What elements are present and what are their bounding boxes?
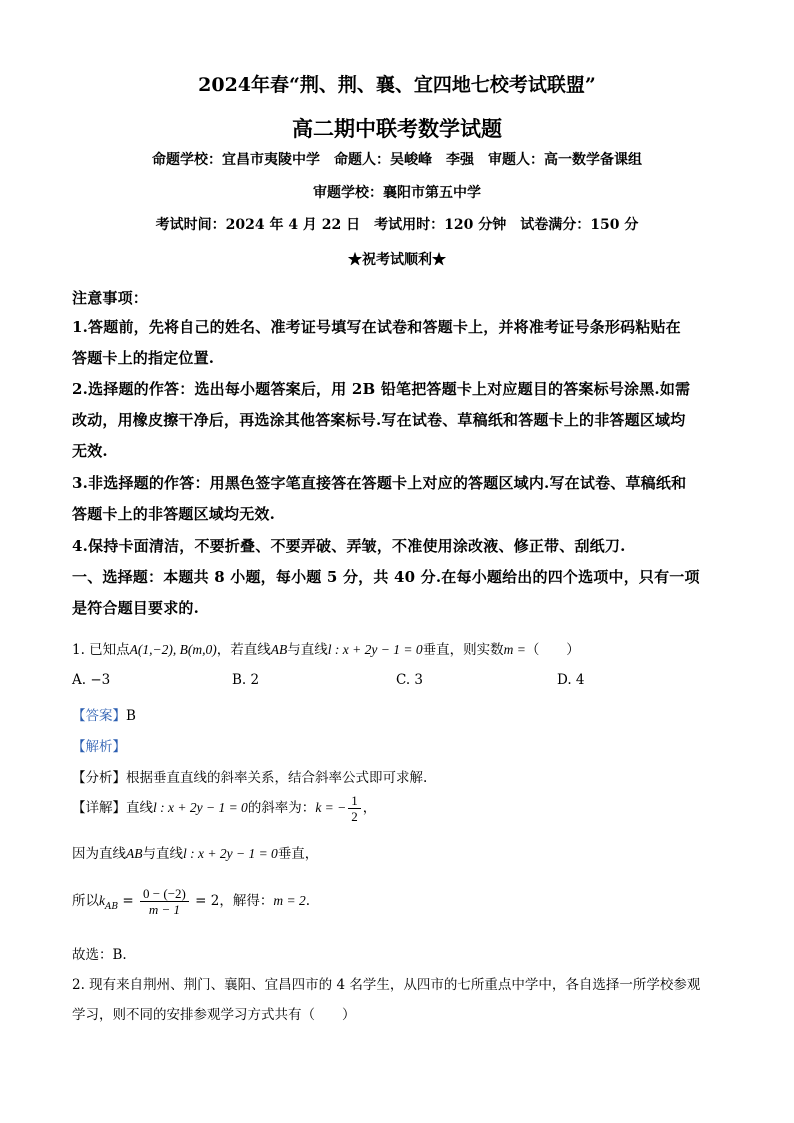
exam-title-line1: 2024年春“荆、荆、襄、宜四地七校考试联盟” [198, 74, 596, 96]
q1-option-b: B. 2 [232, 672, 260, 688]
q1-so: 所以$k_{AB}$ = $\frac{0 - (-2)}{m - 1}$ = 2，解得：m = 2. [72, 886, 310, 917]
section1-line2: 是符合题目要求的. [72, 599, 200, 617]
question-2-stem-line2: 学习，则不同的安排参观学习方式共有（ ） [72, 1007, 356, 1023]
exam-info-setter: 命题学校：宜昌市夷陵中学 命题人：吴峻峰 李强 审题人：高一数学备课组 [152, 152, 642, 168]
notes-heading: 注意事项： [72, 289, 149, 307]
note-4: 4.保持卡面清洁，不要折叠、不要弄破、弄皱，不准使用涂改液、修正带、刮纸刀. [72, 537, 626, 555]
q1-conclusion: 故选：B. [72, 947, 127, 963]
q1-detail: 【详解】直线l : x + 2y − 1 = 0的斜率为：k = − $\frac{1}{2}$ ， [72, 793, 377, 824]
exam-info-time: 考试时间：2024 年 4 月 22 日 考试用时：120 分钟 试卷满分：150 分 [155, 217, 639, 233]
note-2-line2: 改动，用橡皮擦干净后，再选涂其他答案标号.写在试卷、草稿纸和答题卡上的非答题区域均 [72, 411, 686, 429]
q1-fenxi: 【分析】根据垂直直线的斜率关系，结合斜率公式即可求解. [72, 770, 428, 786]
q1-analysis-heading [72, 735, 732, 755]
section1-line1: 一、选择题：本题共 8 小题，每小题 5 分，共 40 分.在每小题给出的四个选项中，只有一项 [72, 568, 700, 586]
q1-because: 因为直线AB与直线l : x + 2y − 1 = 0垂直， [72, 846, 319, 862]
q1-option-c: C. 3 [396, 672, 424, 688]
slope-ab-fraction: $\frac{0 - (-2)}{m - 1}$ [140, 886, 189, 917]
question-2-stem-line1: 2. 现有来自荆州、荆门、襄阳、宜昌四市的 4 名学生，从四市的七所重点中学中，各自选择一所学校参观 [72, 977, 701, 993]
q1-option-a: A. −3 [72, 672, 111, 688]
note-2-line3: 无效. [72, 442, 108, 460]
note-2-line1: 2.选择题的作答：选出每小题答案后，用 2B 铅笔把答题卡上对应题目的答案标号涂黑.如需 [72, 380, 691, 398]
q1-points: A(1,−2), B(m,0) [129, 642, 217, 657]
detail-tag: 【详解】 [72, 800, 126, 816]
slope-fraction: $\frac{1}{2}$ [348, 793, 361, 824]
note-1-line1: 1.答题前，先将自己的姓名、准考证号填写在试卷和答题卡上，并将准考证号条形码粘贴在 [72, 318, 681, 336]
question-1-stem: 1. 已知点A(1,−2), B(m,0)，若直线AB与直线l : x + 2y − 1 = 0垂直，则实数m =（ ） [72, 642, 580, 658]
q1-line-equation: l : x + 2y − 1 = 0 [327, 642, 423, 657]
answer-tag: 【答案】 [72, 708, 126, 724]
fenxi-tag: 【分析】 [72, 770, 126, 786]
note-3-line2: 答题卡上的非答题区域均无效. [72, 505, 276, 523]
exam-title-line2: 高二期中联考数学试题 [292, 116, 502, 141]
exam-wish: ★祝考试顺利★ [348, 252, 446, 268]
q1-option-d: D. 4 [557, 672, 585, 688]
analysis-tag: 【解析】 [72, 739, 126, 755]
note-1-line2: 答题卡上的指定位置. [72, 349, 215, 367]
exam-info-reviewer: 审题学校：襄阳市第五中学 [313, 185, 481, 201]
q1-answer: 【答案】B [72, 708, 136, 724]
note-3-line1: 3.非选择题的作答：用黑色签字笔直接答在答题卡上对应的答题区域内.写在试卷、草稿纸和 [72, 474, 687, 492]
